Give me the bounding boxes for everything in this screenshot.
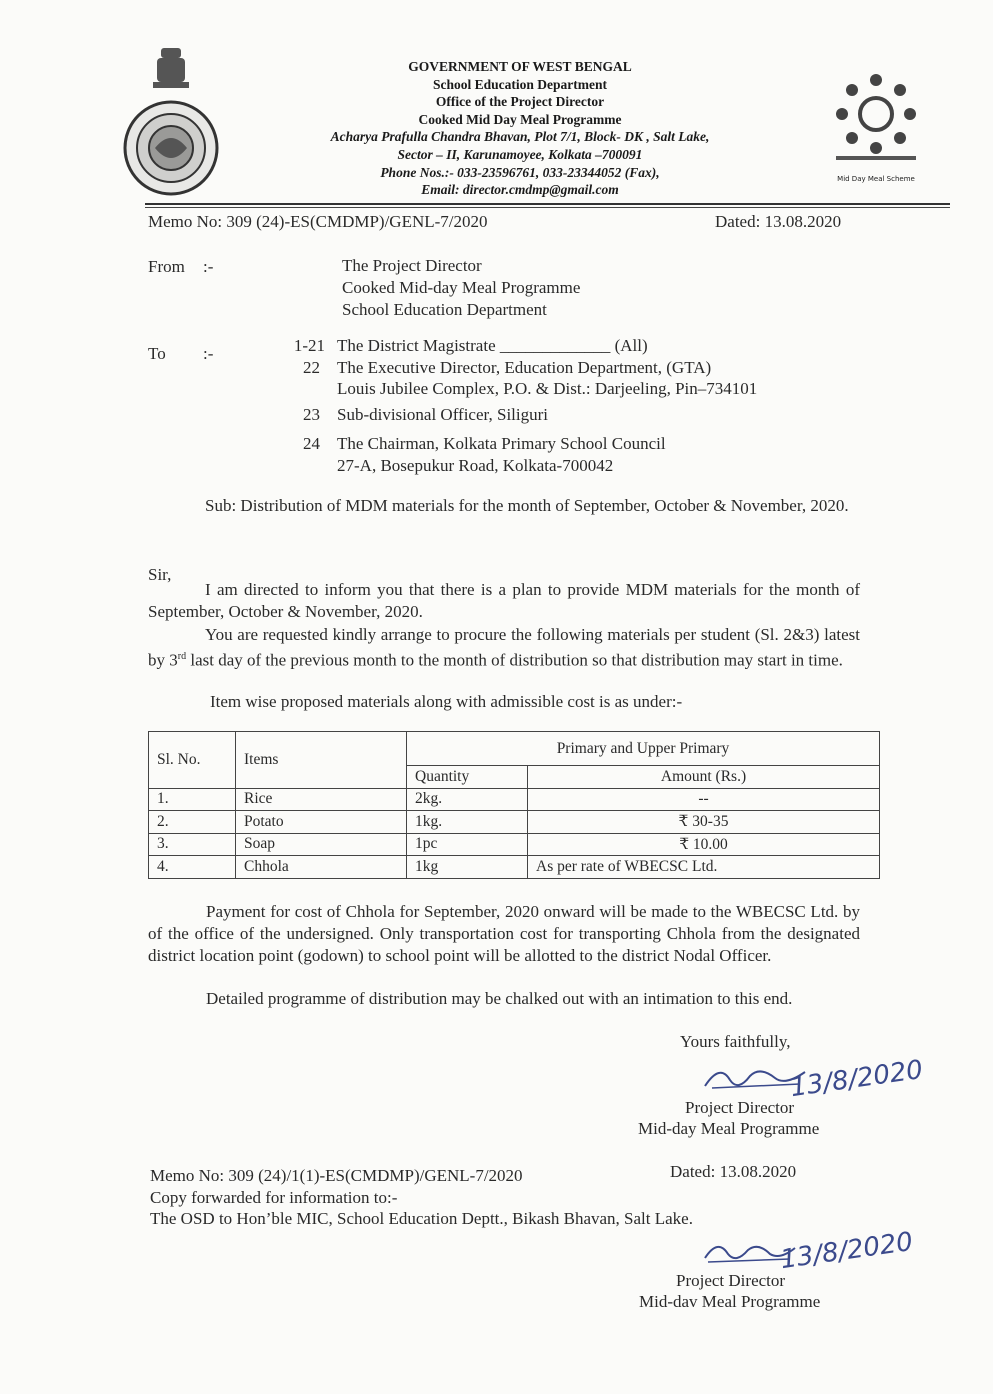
paragraph-5: Detailed programme of distribution may be chalked out with an intimation to this end.: [206, 989, 793, 1008]
cell-qty: 2kg.: [407, 788, 528, 811]
address-line-1: Acharya Prafulla Chandra Bhavan, Plot 7/1, Block- DK , Salt Lake,: [330, 129, 710, 145]
paragraph-2-text: You are requested kindly arrange to procure the following materials per student (Sl. 2&3) latest by 3: [148, 625, 860, 670]
from-line: The Project Director: [342, 256, 482, 275]
recipient-number: 24: [303, 434, 320, 453]
recipient-line: The Chairman, Kolkata Primary School Council: [337, 434, 666, 453]
recipient-number: 23: [303, 405, 320, 424]
address-line-2: Sector – II, Karunamoyee, Kolkata –700091: [397, 146, 643, 162]
copy-recipient: The OSD to Hon’ble MIC, School Education Deptt., Bikash Bhavan, Salt Lake.: [150, 1209, 693, 1228]
cell-amount: ₹ 30-35: [528, 811, 880, 834]
paragraph-2-text-end: last day of the previous month to the month of distribution so that distribution may start in time.: [186, 650, 843, 670]
cell-qty: 1pc: [407, 833, 528, 856]
yours-faithfully: Yours faithfully,: [680, 1032, 791, 1051]
phone-numbers: Phone Nos.:- 033-23596761, 033-23344052 (Fax),: [380, 164, 660, 180]
recipient-line: Sub-divisional Officer, Siliguri: [337, 405, 549, 424]
table-header-row: [149, 732, 880, 766]
recipient-line: The District Magistrate _____________ (All): [337, 336, 648, 355]
paragraph-1-text: I am directed to inform you that there is a plan to provide MDM materials for the month of September, October & November, 2020.: [148, 580, 860, 621]
header-amount: Amount (Rs.): [528, 766, 880, 789]
table-row: [149, 788, 880, 811]
from-line: Cooked Mid-day Meal Programme: [342, 278, 581, 297]
cell-item: Soap: [236, 833, 407, 856]
materials-table: [148, 731, 880, 879]
memo-date: Dated: 13.08.2020: [715, 212, 842, 231]
header-quantity: Quantity: [407, 766, 528, 789]
table-row: [149, 856, 880, 879]
recipient-line: 27-A, Bosepukur Road, Kolkata-700042: [337, 456, 614, 475]
recipient-number: 22: [303, 358, 320, 377]
cell-sl: 4.: [149, 856, 236, 879]
from-line: School Education Department: [342, 300, 547, 319]
paragraph-3: Item wise proposed materials along with admissible cost is as under:-: [210, 692, 683, 711]
email-address: Email: director.cmdmp@gmail.com: [421, 182, 619, 198]
table-row: [149, 811, 880, 834]
salutation: Sir,: [148, 565, 172, 584]
from-label: From: [148, 257, 185, 276]
signature-date: 13/8/2020: [778, 1226, 915, 1276]
paragraph-4: [148, 901, 860, 967]
cell-item: Potato: [236, 811, 407, 834]
header-group: Primary and Upper Primary: [407, 732, 880, 766]
recipient-line: Louis Jubilee Complex, P.O. & Dist.: Darjeeling, Pin–734101: [337, 379, 758, 398]
cell-sl: 2.: [149, 811, 236, 834]
header-items: Items: [236, 732, 407, 789]
paragraph-1: [148, 579, 860, 623]
to-label: To: [148, 344, 166, 363]
govt-name: GOVERNMENT OF WEST BENGAL: [408, 59, 632, 74]
header-divider: [145, 203, 950, 205]
cell-item: Rice: [236, 788, 407, 811]
table-row: [149, 833, 880, 856]
subject-line: Sub: Distribution of MDM materials for the month of September, October & November, 2020.: [205, 496, 849, 515]
state-emblem-logo: [115, 48, 227, 198]
programme-name: Cooked Mid Day Meal Programme: [418, 111, 622, 127]
memo-number: Memo No: 309 (24)-ES(CMDMP)/GENL-7/2020: [148, 212, 488, 231]
header-sl-no: Sl. No.: [149, 732, 236, 789]
office-name: Office of the Project Director: [435, 94, 605, 110]
header-divider-thin: [145, 207, 950, 208]
copy-forwarded-label: Copy forwarded for information to:-: [150, 1188, 398, 1207]
to-separator: :-: [203, 344, 214, 363]
recipient-line: The Executive Director, Education Department, (GTA): [337, 358, 712, 377]
cell-amount: --: [528, 788, 880, 811]
from-block: [342, 255, 580, 321]
cell-sl: 3.: [149, 833, 236, 856]
cell-amount: ₹ 10.00: [528, 833, 880, 856]
cell-qty: 1kg: [407, 856, 528, 879]
cell-item: Chhola: [236, 856, 407, 879]
ordinal-suffix: rd: [177, 651, 187, 662]
signatory-office: Mid-day Meal Programme: [638, 1119, 820, 1138]
copy-signatory-office: Mid-dav Meal Programme: [639, 1292, 821, 1311]
recipient-number: 1-21: [293, 336, 325, 355]
cell-sl: 1.: [149, 788, 236, 811]
copy-signatory-designation: Project Director: [676, 1271, 786, 1290]
cell-qty: 1kg.: [407, 811, 528, 834]
cell-amount: As per rate of WBECSC Ltd.: [528, 856, 880, 879]
paragraph-4-text: Payment for cost of Chhola for September, 2020 onward will be made to the WBECSC Ltd. by of the office of the undersigned. Only transportation cost for transporting Chhola from the designated district location point (godown) to school point will be allotted to the district Nodal Officer.: [148, 902, 860, 965]
letterhead: [280, 58, 760, 199]
signatory-designation: Project Director: [685, 1098, 795, 1117]
copy-memo-date: Dated: 13.08.2020: [670, 1162, 797, 1181]
mdm-scheme-logo: [828, 70, 924, 196]
mdm-logo-caption: Mid Day Meal Scheme: [837, 175, 915, 183]
from-separator: :-: [203, 257, 214, 276]
copy-memo-number: Memo No: 309 (24)/1(1)-ES(CMDMP)/GENL-7/2020: [150, 1166, 523, 1185]
paragraph-2: [148, 624, 860, 672]
signature-date: 13/8/2020: [788, 1054, 925, 1104]
department-name: School Education Department: [432, 76, 607, 92]
